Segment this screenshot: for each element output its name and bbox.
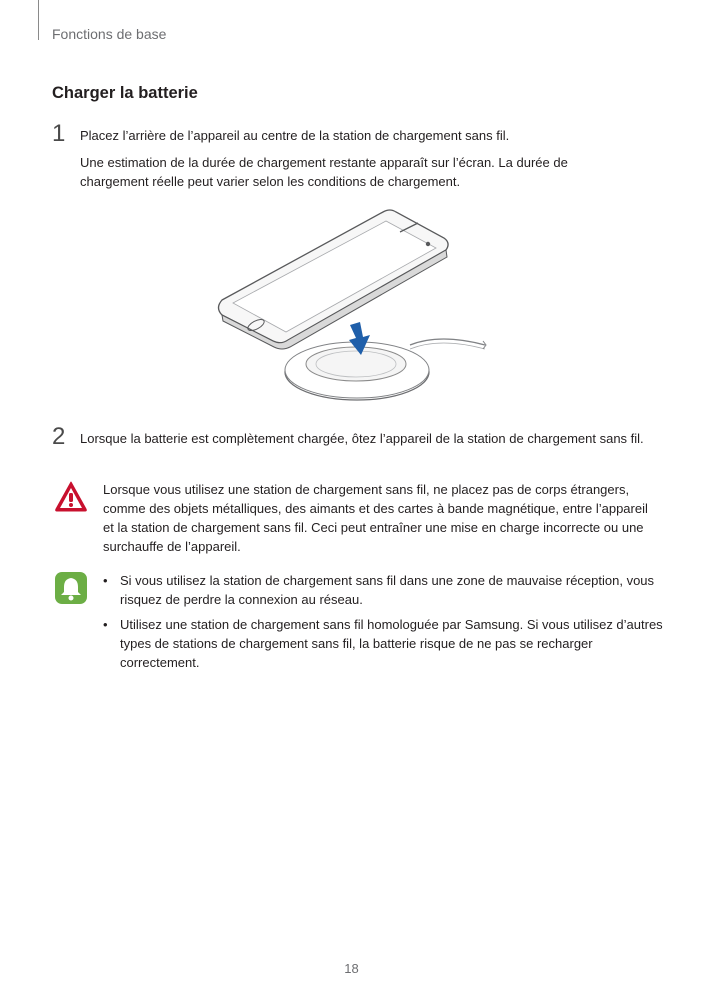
list-item <box>103 615 663 672</box>
caution-text: Lorsque vous utilisez une station de chargement sans fil, ne placez pas de corps étrangers, comme des objets métalliques, des aimants et des cartes à bande magnétique, entre l’appareil et la station de chargement sans fil. Ceci peut entraîner une mise en charge incorrecte ou une surchauffe de l’appareil. <box>103 482 648 554</box>
list-item <box>103 571 663 609</box>
charging-cable <box>410 339 485 345</box>
page-title: Charger la batterie <box>52 84 198 102</box>
warning-icon <box>54 480 88 512</box>
notice-item-text: Si vous utilisez la station de chargement sans fil dans une zone de mauvaise réception, vous risquez de perdre la connexion au réseau. <box>120 573 655 607</box>
step-1-number: 1 <box>52 120 66 147</box>
charging-illustration <box>200 205 500 405</box>
page-number: 18 <box>344 961 359 976</box>
bullet-glyph: • <box>103 573 108 588</box>
notice-list <box>103 571 663 678</box>
step-2-text: Lorsque la batterie est complètement chargée, ôtez l’appareil de la station de chargement sans fil. <box>80 431 644 446</box>
header-rule <box>38 0 39 40</box>
notice-item-text: Utilisez une station de chargement sans fil homologuée par Samsung. Si vous utilisez d’autres types de stations de chargement sans fil, la batterie risque de ne pas se recharger correctement. <box>120 617 663 670</box>
bullet-glyph: • <box>103 617 108 632</box>
step-2-number: 2 <box>52 423 66 450</box>
step-1-text: Placez l’arrière de l’appareil au centre de la station de chargement sans fil. <box>80 128 510 143</box>
step-1-note: Une estimation de la durée de chargement restante apparaît sur l’écran. La durée de chargement réelle peut varier selon les conditions de chargement. <box>80 155 568 189</box>
phone <box>219 210 449 349</box>
section-label: Fonctions de base <box>52 26 167 42</box>
charging-pad <box>285 342 429 400</box>
bell-icon <box>54 571 88 605</box>
